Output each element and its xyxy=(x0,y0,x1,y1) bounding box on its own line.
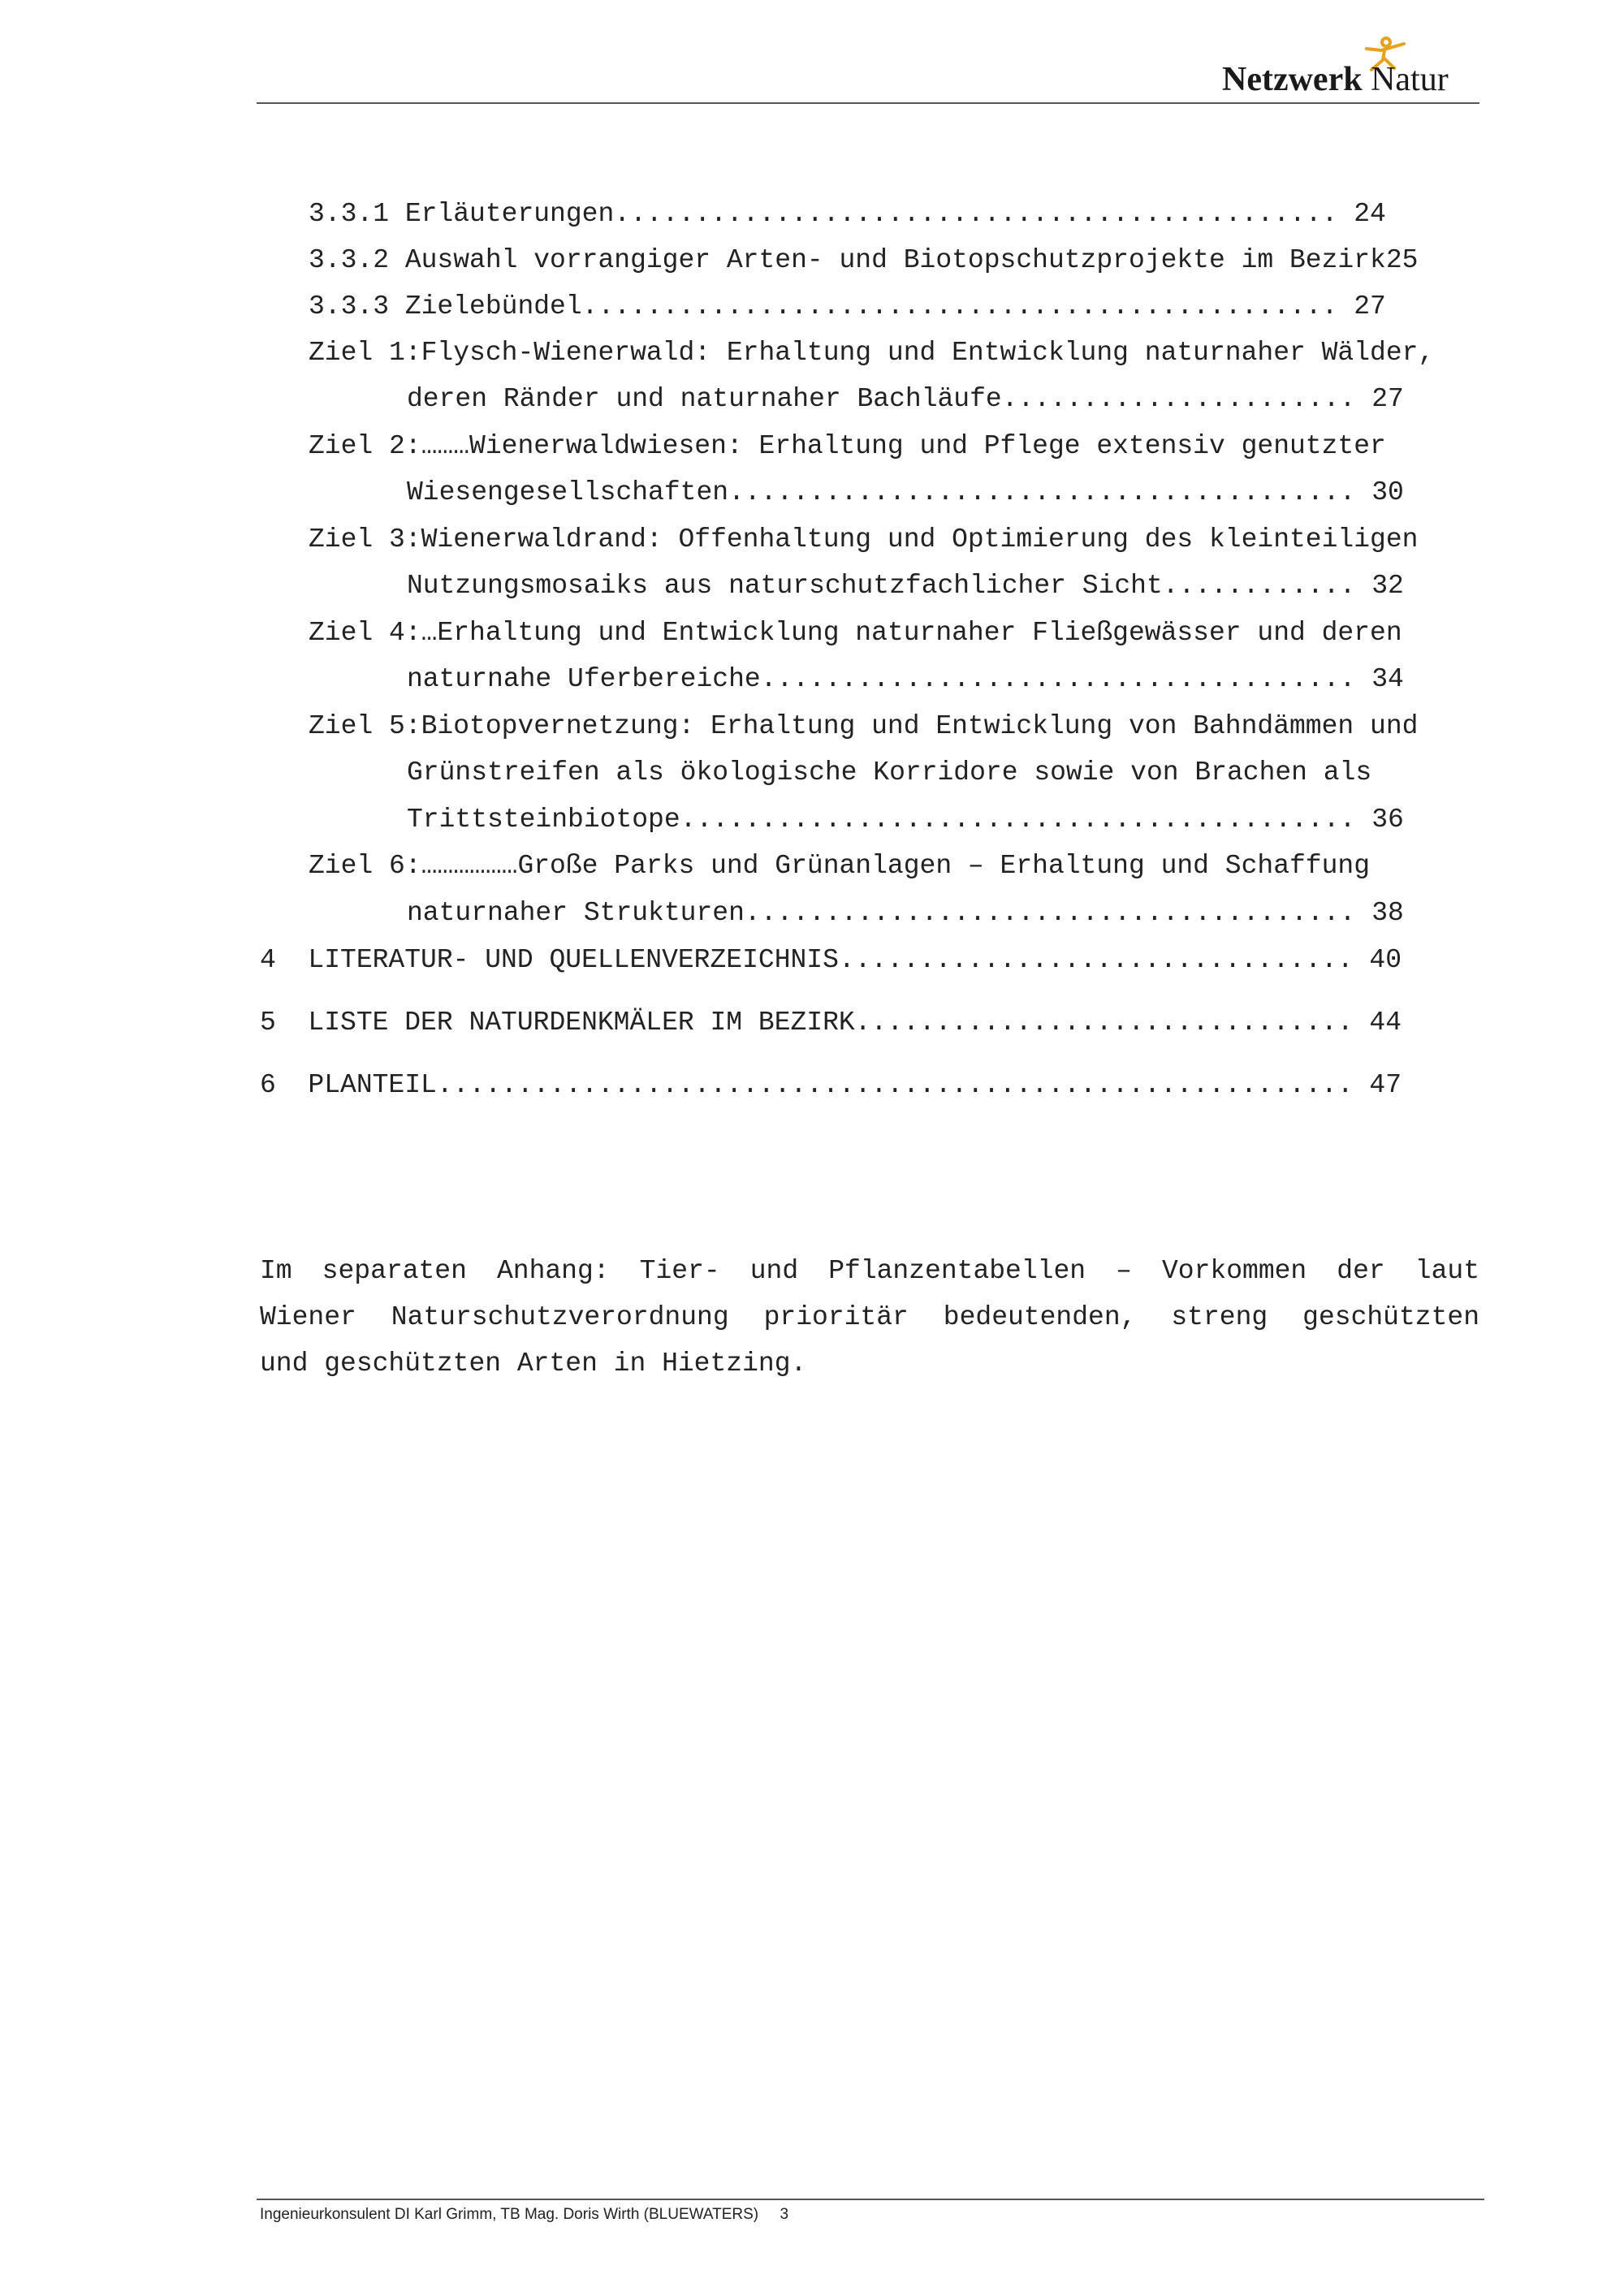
toc-entry-ziel-5-cont-2[interactable]: Trittsteinbiotope.......................................... 36 xyxy=(407,805,1404,835)
toc-entry-3-3-3[interactable]: 3.3.3 Zielebündel............................................... 27 xyxy=(309,291,1386,322)
header-divider xyxy=(257,102,1479,104)
netzwerk-natur-logo xyxy=(1222,32,1482,101)
logo-word-natur: Natur xyxy=(1371,61,1449,98)
appendix-line-3: und geschützten Arten in Hietzing. xyxy=(260,1349,807,1379)
toc-entry-chapter-4[interactable]: 4 LITERATUR- UND QUELLENVERZEICHNIS................................ 40 xyxy=(260,945,1402,975)
appendix-line-2: Wiener Naturschutzverordnung prioritär bedeutenden, streng geschützten xyxy=(260,1302,1479,1332)
toc-entry-chapter-5[interactable]: 5 LISTE DER NATURDENKMÄLER IM BEZIRK............................... 44 xyxy=(260,1008,1402,1038)
toc-entry-ziel-3-cont[interactable]: Nutzungsmosaiks aus naturschutzfachlicher Sicht............ 32 xyxy=(407,571,1404,601)
logo-wordmark xyxy=(1222,60,1449,99)
toc-entry-3-3-1[interactable]: 3.3.1 Erläuterungen............................................. 24 xyxy=(309,199,1386,229)
toc-entry-ziel-4[interactable]: Ziel 4:…Erhaltung und Entwicklung naturnaher Fließgewässer und deren xyxy=(309,618,1402,648)
toc-entry-ziel-5-cont-1[interactable]: Grünstreifen als ökologische Korridore sowie von Brachen als xyxy=(407,757,1372,788)
toc-entry-ziel-1-cont[interactable]: deren Ränder und naturnaher Bachläufe...................... 27 xyxy=(407,384,1404,414)
page-footer: Ingenieurkonsulent DI Karl Grimm, TB Mag. Doris Wirth (BLUEWATERS) 3 xyxy=(260,2206,789,2223)
appendix-line-1: Im separaten Anhang: Tier- und Pflanzentabellen – Vorkommen der laut xyxy=(260,1256,1479,1286)
toc-entry-ziel-2[interactable]: Ziel 2:………Wienerwaldwiesen: Erhaltung und Pflege extensiv genutzter xyxy=(309,431,1386,461)
page-header xyxy=(0,0,1624,106)
footer-divider xyxy=(257,2199,1484,2200)
toc-entry-ziel-3[interactable]: Ziel 3:Wienerwaldrand: Offenhaltung und Optimierung des kleinteiligen xyxy=(309,524,1419,555)
logo-word-netzwerk: Netzwerk xyxy=(1222,61,1363,98)
toc-entry-chapter-6[interactable]: 6 PLANTEIL......................................................... 47 xyxy=(260,1070,1402,1100)
appendix-note xyxy=(260,1248,1479,1387)
toc-entry-ziel-1[interactable]: Ziel 1:Flysch-Wienerwald: Erhaltung und Entwicklung naturnaher Wälder, xyxy=(309,338,1435,368)
toc-entry-ziel-5[interactable]: Ziel 5:Biotopvernetzung: Erhaltung und Entwicklung von Bahndämmen und xyxy=(309,711,1419,741)
toc-entry-ziel-4-cont[interactable]: naturnahe Uferbereiche..................................... 34 xyxy=(407,664,1404,694)
toc-entry-3-3-2[interactable]: 3.3.2 Auswahl vorrangiger Arten- und Biotopschutzprojekte im Bezirk25 xyxy=(309,245,1419,275)
toc-entry-ziel-6-cont[interactable]: naturnaher Strukturen...................................... 38 xyxy=(407,898,1404,928)
toc-entry-ziel-6[interactable]: Ziel 6:………………Große Parks und Grünanlagen – Erhaltung und Schaffung xyxy=(309,851,1371,881)
toc-entry-ziel-2-cont[interactable]: Wiesengesellschaften....................................... 30 xyxy=(407,477,1404,507)
